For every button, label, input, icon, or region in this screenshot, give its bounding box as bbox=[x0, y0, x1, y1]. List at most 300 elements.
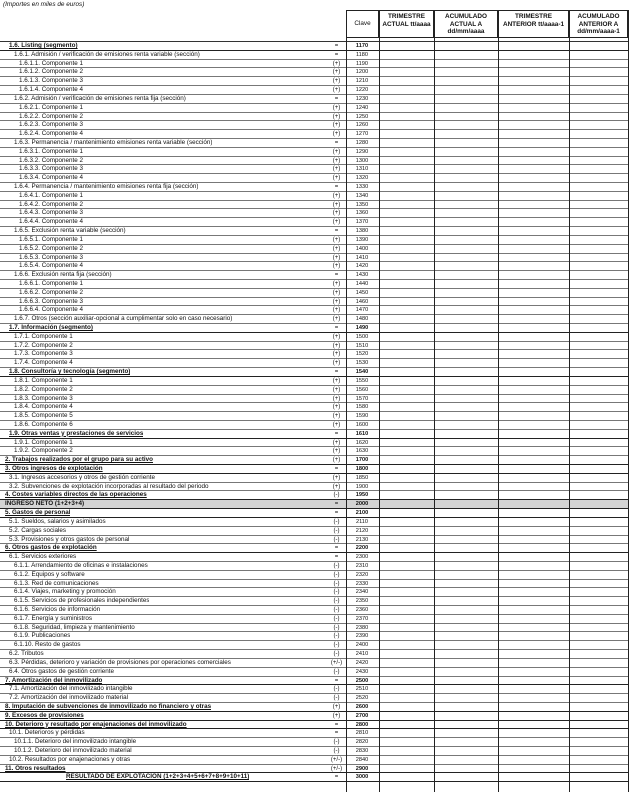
row-sign: (-) bbox=[333, 695, 340, 702]
row-sign: (+) bbox=[332, 148, 341, 155]
row-label: 1.6.2. Admisión / verificación de emisiones renta fija (sección) bbox=[14, 94, 186, 102]
row-label: 1.8.4. Componente 4 bbox=[14, 403, 73, 411]
row-code: 2200 bbox=[355, 545, 369, 552]
row-label: 1.6.1.3. Componente 3 bbox=[19, 77, 84, 85]
row-sign: = bbox=[334, 554, 339, 561]
table-row bbox=[0, 624, 629, 633]
row-label: 6.1.5. Servicios de profesionales independientes bbox=[14, 597, 150, 605]
row-code: 1260 bbox=[355, 122, 369, 129]
row-label: 1.8.5. Componente 5 bbox=[14, 412, 73, 420]
row-sign: (+) bbox=[332, 712, 341, 719]
row-code: 2700 bbox=[355, 712, 369, 719]
row-code: 1590 bbox=[355, 413, 369, 420]
row-label: 1.8.1. Componente 1 bbox=[14, 376, 73, 384]
row-sign: (+) bbox=[332, 175, 341, 182]
row-sign: (+) bbox=[332, 289, 341, 296]
row-label: 1.6.3.3. Componente 3 bbox=[19, 165, 84, 173]
row-code: 1440 bbox=[355, 280, 369, 287]
row-code: 2100 bbox=[355, 510, 369, 517]
row-code: 1340 bbox=[355, 192, 369, 199]
table-row bbox=[0, 694, 629, 703]
row-label: 1.6.3.4. Componente 4 bbox=[19, 174, 84, 182]
table-header bbox=[0, 10, 629, 38]
row-label: 6.1.7. Energía y suministros bbox=[14, 614, 93, 622]
table-row bbox=[0, 765, 629, 774]
table-row bbox=[0, 148, 629, 157]
column-divider bbox=[346, 10, 347, 792]
row-label: 1.6.4.2. Componente 2 bbox=[19, 200, 84, 208]
table-row bbox=[0, 104, 629, 113]
row-sign: = bbox=[334, 677, 339, 684]
table-row bbox=[0, 571, 629, 580]
row-label: 1.6.2.4. Componente 4 bbox=[19, 130, 84, 138]
row-sign: = bbox=[334, 184, 339, 190]
row-sign: (+) bbox=[332, 404, 341, 411]
row-sign: (+) bbox=[332, 457, 341, 464]
row-label: 6.1.10. Resto de gastos bbox=[14, 641, 81, 649]
row-label: 1.6.4.3. Componente 3 bbox=[19, 209, 84, 217]
row-sign: (+) bbox=[332, 351, 341, 358]
table-row bbox=[0, 562, 629, 571]
row-code: 1310 bbox=[355, 166, 369, 173]
row-code: 1380 bbox=[355, 228, 369, 235]
row-code: 1530 bbox=[355, 360, 369, 367]
row-label: 6.2. Tributos bbox=[9, 650, 44, 658]
table-row bbox=[0, 632, 629, 641]
row-sign: (-) bbox=[333, 748, 340, 754]
row-label: 1.8.2. Componente 2 bbox=[14, 385, 73, 393]
table-row bbox=[0, 536, 629, 545]
row-label: 5.2. Cargas sociales bbox=[9, 526, 67, 534]
row-code: 1700 bbox=[355, 457, 369, 464]
row-code: 1800 bbox=[355, 466, 369, 472]
row-code: 2810 bbox=[355, 730, 369, 737]
row-sign: (-) bbox=[333, 651, 340, 658]
row-sign: (-) bbox=[333, 536, 340, 543]
row-label: 6.1.4. Viajes, marketing y promoción bbox=[14, 588, 116, 596]
row-code: 1300 bbox=[355, 157, 369, 164]
row-label: 5. Gastos de personal bbox=[5, 509, 71, 517]
table-row bbox=[0, 738, 629, 747]
row-code: 1290 bbox=[355, 148, 369, 155]
row-code: 1210 bbox=[355, 78, 369, 85]
row-sign: (-) bbox=[333, 571, 340, 578]
row-label: 1.6.1.2. Componente 2 bbox=[19, 68, 84, 76]
table-row bbox=[0, 350, 629, 359]
row-code: 1490 bbox=[355, 325, 369, 331]
row-label: 1.6.2.1. Componente 1 bbox=[19, 103, 84, 111]
row-label: 10.2. Resultados por enajenaciones y otras bbox=[9, 755, 131, 763]
table-row bbox=[0, 271, 629, 280]
row-code: 2400 bbox=[355, 642, 369, 649]
row-sign: (+) bbox=[332, 703, 341, 710]
row-code: 2600 bbox=[355, 703, 369, 710]
row-sign: (-) bbox=[333, 580, 340, 587]
row-code: 1610 bbox=[355, 430, 369, 437]
row-code: 1420 bbox=[355, 263, 369, 270]
row-sign: (+) bbox=[332, 333, 341, 340]
row-label: 1.7.3. Componente 3 bbox=[14, 350, 73, 358]
row-sign: (+) bbox=[332, 69, 341, 76]
row-sign: (-) bbox=[333, 642, 340, 649]
table-row bbox=[0, 86, 629, 95]
header-trimestre-anterior: TRIMESTRE ANTERIOR tt/aaaa-1 bbox=[498, 10, 569, 38]
row-code: 2310 bbox=[355, 562, 369, 569]
row-label: 1.7. Información (segmento) bbox=[9, 324, 93, 331]
table-row bbox=[0, 668, 629, 677]
row-sign: (+) bbox=[332, 439, 341, 446]
row-sign: (+) bbox=[332, 298, 341, 305]
row-code: 2110 bbox=[355, 518, 369, 525]
row-label: 5.3. Provisiones y otros gastos de personal bbox=[9, 535, 130, 543]
row-code: 1360 bbox=[355, 210, 369, 217]
table-row bbox=[0, 359, 629, 368]
row-label: 6.3. Pérdidas, deterioro y variación de provisiones por operaciones comerciales bbox=[9, 658, 231, 666]
row-code: 1620 bbox=[355, 439, 369, 446]
row-code: 2130 bbox=[355, 536, 369, 543]
table-row bbox=[0, 685, 629, 694]
table-row bbox=[0, 527, 629, 536]
row-code: 1510 bbox=[355, 342, 369, 349]
row-code: 2330 bbox=[355, 580, 369, 587]
table-row bbox=[0, 641, 629, 650]
row-label: INGRESO NETO (1+2+3+4) bbox=[5, 500, 85, 508]
table-row bbox=[0, 262, 629, 271]
row-code: 2300 bbox=[355, 554, 369, 561]
row-sign: (+) bbox=[332, 342, 341, 349]
row-sign: (+) bbox=[332, 386, 341, 393]
table-row bbox=[0, 386, 629, 395]
row-label: 1.6.3. Permanencia / mantenimiento emisiones renta variable (sección) bbox=[14, 138, 213, 146]
row-sign: (+) bbox=[332, 474, 341, 481]
table-row bbox=[0, 324, 629, 333]
income-statement-table bbox=[0, 41, 629, 782]
table-row bbox=[0, 465, 629, 474]
column-divider bbox=[498, 10, 499, 792]
row-sign: (+) bbox=[332, 395, 341, 402]
row-label: 1.6.2.3. Componente 3 bbox=[19, 121, 84, 129]
row-code: 2420 bbox=[355, 659, 369, 666]
table-row bbox=[0, 113, 629, 122]
table-row bbox=[0, 615, 629, 624]
table-row bbox=[0, 368, 629, 377]
row-sign: (+) bbox=[332, 245, 341, 252]
row-label: 1.6.3.1. Componente 1 bbox=[19, 147, 84, 155]
header-acumulado-actual: ACUMULADO ACTUAL A dd/mm/aaaa bbox=[434, 10, 498, 38]
table-row bbox=[0, 403, 629, 412]
table-row bbox=[0, 509, 629, 518]
row-code: 2840 bbox=[355, 756, 369, 763]
row-sign: = bbox=[334, 228, 339, 235]
row-label: 11. Otros resultados bbox=[5, 764, 66, 772]
row-code: 1460 bbox=[355, 298, 369, 305]
row-label: 1.6.5.1. Componente 1 bbox=[19, 235, 84, 243]
row-code: 1580 bbox=[355, 404, 369, 411]
row-code: 1320 bbox=[355, 175, 369, 182]
row-sign: (+) bbox=[332, 316, 341, 323]
row-sign: (+) bbox=[332, 448, 341, 455]
row-label: 10. Deterioro y resultado por enajenaciones del inmovilizado bbox=[5, 720, 187, 728]
row-sign: = bbox=[334, 774, 339, 781]
table-row bbox=[0, 245, 629, 254]
table-row bbox=[0, 201, 629, 210]
row-code: 1230 bbox=[355, 95, 369, 102]
row-sign: (+) bbox=[332, 131, 341, 138]
table-row bbox=[0, 712, 629, 721]
row-label: 6.1.8. Seguridad, limpieza y mantenimiento bbox=[14, 623, 135, 631]
row-label: 1.8.3. Componente 3 bbox=[14, 394, 73, 402]
table-row bbox=[0, 377, 629, 386]
row-sign: (+) bbox=[332, 87, 341, 94]
row-label: 6.1.1. Arrendamiento de oficinas e instalaciones bbox=[14, 561, 148, 569]
table-row bbox=[0, 289, 629, 298]
row-label: 8. Imputación de subvenciones de inmovilizado no financiero y otras bbox=[5, 702, 212, 710]
table-row bbox=[0, 597, 629, 606]
table-row bbox=[0, 342, 629, 351]
table-row bbox=[0, 42, 629, 51]
table-row bbox=[0, 77, 629, 86]
table-row bbox=[0, 491, 629, 500]
table-row bbox=[0, 747, 629, 756]
row-sign: (-) bbox=[333, 598, 340, 605]
table-row bbox=[0, 439, 629, 448]
row-code: 1390 bbox=[355, 236, 369, 243]
table-row bbox=[0, 580, 629, 589]
row-sign: (+) bbox=[332, 113, 341, 120]
row-label: 2. Trabajos realizados por el grupo para su activo bbox=[5, 456, 154, 464]
row-sign: (-) bbox=[333, 615, 340, 622]
table-row bbox=[0, 703, 629, 712]
row-sign: (+) bbox=[332, 201, 341, 208]
table-row bbox=[0, 218, 629, 227]
row-label: 3. Otros ingresos de explotación bbox=[5, 465, 103, 472]
column-divider bbox=[569, 10, 570, 792]
row-sign: (-) bbox=[333, 562, 340, 569]
row-label: 6.1. Servicios exteriores bbox=[9, 553, 77, 561]
row-sign: (+/-) bbox=[330, 765, 343, 772]
row-code: 1240 bbox=[355, 104, 369, 111]
row-code: 2430 bbox=[355, 668, 369, 675]
row-code: 1430 bbox=[355, 272, 369, 279]
row-sign: = bbox=[334, 272, 339, 279]
row-sign: (+) bbox=[332, 421, 341, 428]
row-label: 1.6.6.2. Componente 2 bbox=[19, 288, 84, 296]
row-sign: = bbox=[334, 51, 339, 58]
table-row bbox=[0, 606, 629, 615]
row-code: 1190 bbox=[355, 60, 369, 67]
row-code: 2120 bbox=[355, 527, 369, 534]
row-code: 2370 bbox=[355, 615, 369, 622]
table-row bbox=[0, 209, 629, 218]
row-code: 1220 bbox=[355, 87, 369, 94]
row-sign: (-) bbox=[333, 589, 340, 596]
row-sign: (+) bbox=[332, 219, 341, 226]
row-label: 4. Costes variables directos de las operaciones bbox=[5, 491, 147, 499]
row-code: 1400 bbox=[355, 245, 369, 252]
row-label: 1.6.3.2. Componente 2 bbox=[19, 156, 84, 164]
row-sign: (-) bbox=[333, 686, 340, 693]
table-row bbox=[0, 456, 629, 465]
row-sign: (+) bbox=[332, 157, 341, 164]
table-row bbox=[0, 650, 629, 659]
row-label: 1.8.6. Componente 6 bbox=[14, 420, 73, 428]
row-code: 2000 bbox=[355, 501, 369, 508]
table-row bbox=[0, 333, 629, 342]
table-row bbox=[0, 192, 629, 201]
column-divider bbox=[379, 10, 380, 792]
row-code: 1350 bbox=[355, 201, 369, 208]
row-label: 6.1.6. Servicios de información bbox=[14, 606, 101, 613]
row-code: 1600 bbox=[355, 421, 369, 428]
header-acumulado-anterior: ACUMULADO ANTERIOR A dd/mm/aaaa-1 bbox=[569, 10, 628, 38]
row-label: 1.6.5.2. Componente 2 bbox=[19, 244, 84, 252]
table-row bbox=[0, 729, 629, 738]
row-label: 5.1. Sueldos, salarios y asimilados bbox=[9, 517, 106, 525]
row-sign: (+) bbox=[332, 263, 341, 270]
row-label: RESULTADO DE EXPLOTACIÓN (1+2+3+4+5+6+7+8+9+10+11) bbox=[66, 773, 250, 781]
row-sign: (+) bbox=[332, 60, 341, 67]
header-trimestre-actual: TRIMESTRE ACTUAL tt/aaaa bbox=[379, 10, 434, 38]
row-label: 1.8. Consultoría y tecnología (segmento) bbox=[9, 368, 131, 376]
row-sign: (+) bbox=[332, 280, 341, 287]
row-label: 1.6.2.2. Componente 2 bbox=[19, 112, 84, 120]
row-sign: (+/-) bbox=[330, 756, 343, 763]
row-sign: = bbox=[334, 721, 339, 728]
row-label: 1.7.1. Componente 1 bbox=[14, 332, 73, 340]
row-sign: = bbox=[334, 466, 339, 472]
row-code: 2500 bbox=[355, 677, 369, 684]
table-row bbox=[0, 121, 629, 130]
column-divider bbox=[434, 10, 435, 792]
row-code: 2900 bbox=[355, 765, 369, 772]
table-row bbox=[0, 518, 629, 527]
row-label: 1.6.1.1. Componente 1 bbox=[19, 59, 84, 67]
row-code: 1900 bbox=[355, 483, 369, 490]
row-code: 1180 bbox=[355, 51, 369, 58]
row-code: 2510 bbox=[355, 686, 369, 693]
row-code: 1370 bbox=[355, 219, 369, 226]
table-row bbox=[0, 157, 629, 166]
table-row bbox=[0, 236, 629, 245]
row-code: 1570 bbox=[355, 395, 369, 402]
row-label: 3.1. Ingresos accesorios y otros de gestión corriente bbox=[9, 473, 155, 481]
table-row bbox=[0, 51, 629, 60]
row-sign: (-) bbox=[333, 518, 340, 525]
row-label: 10.1.2. Deterioro del inmovilizado material bbox=[14, 747, 132, 754]
row-code: 1470 bbox=[355, 307, 369, 314]
row-label: 10.1. Deterioros y pérdidas bbox=[9, 729, 85, 737]
row-sign: = bbox=[334, 369, 339, 376]
row-code: 1560 bbox=[355, 386, 369, 393]
table-row bbox=[0, 95, 629, 104]
table-row bbox=[0, 659, 629, 668]
row-label: 1.9.2. Componente 2 bbox=[14, 447, 73, 455]
row-code: 1250 bbox=[355, 113, 369, 120]
row-sign: (+) bbox=[332, 254, 341, 261]
row-label: 1.7.4. Componente 4 bbox=[14, 359, 73, 367]
table-row bbox=[0, 756, 629, 765]
row-label: 1.6.6.3. Componente 3 bbox=[19, 297, 84, 305]
row-label: 7.1. Amortización del inmovilizado intangible bbox=[9, 685, 133, 693]
table-row bbox=[0, 474, 629, 483]
table-row bbox=[0, 183, 629, 192]
row-sign: (+/-) bbox=[330, 659, 343, 666]
row-label: 1.7.2. Componente 2 bbox=[14, 341, 73, 349]
row-sign: (-) bbox=[333, 668, 340, 675]
table-row bbox=[0, 165, 629, 174]
row-sign: = bbox=[334, 545, 339, 552]
row-code: 1450 bbox=[355, 289, 369, 296]
row-code: 2820 bbox=[355, 739, 369, 746]
table-row bbox=[0, 553, 629, 562]
row-code: 1410 bbox=[355, 254, 369, 261]
row-label: 6.1.9. Publicaciones bbox=[14, 632, 71, 640]
table-row bbox=[0, 773, 629, 782]
header-clave: Clave bbox=[346, 10, 379, 38]
row-sign: (+) bbox=[332, 166, 341, 173]
table-row bbox=[0, 254, 629, 263]
row-label: 1.6. Listing (segmento) bbox=[9, 42, 78, 49]
row-label: 1.6.6.1. Componente 1 bbox=[19, 279, 84, 287]
row-code: 1170 bbox=[355, 43, 369, 49]
table-row bbox=[0, 130, 629, 139]
table-row bbox=[0, 68, 629, 77]
row-sign: (+) bbox=[332, 483, 341, 490]
row-sign: (-) bbox=[333, 607, 340, 613]
row-sign: = bbox=[334, 430, 339, 437]
table-row bbox=[0, 447, 629, 456]
row-label: 1.6.5.3. Componente 3 bbox=[19, 253, 84, 261]
row-sign: (-) bbox=[333, 624, 340, 631]
row-code: 1850 bbox=[355, 474, 369, 481]
row-label: 1.6.1.4. Componente 4 bbox=[19, 86, 84, 94]
row-label: 1.9.1. Componente 1 bbox=[14, 438, 73, 446]
row-code: 2350 bbox=[355, 598, 369, 605]
row-sign: (+) bbox=[332, 236, 341, 243]
row-sign: = bbox=[334, 510, 339, 517]
row-sign: (+) bbox=[332, 192, 341, 199]
table-row bbox=[0, 139, 629, 148]
row-code: 2380 bbox=[355, 624, 369, 631]
row-code: 1630 bbox=[355, 448, 369, 455]
row-sign: (-) bbox=[333, 633, 340, 640]
row-label: 10.1.1. Deterioro del inmovilizado intangible bbox=[14, 738, 137, 746]
row-code: 2360 bbox=[355, 607, 369, 613]
row-label: 6.1.2. Equipos y software bbox=[14, 570, 85, 578]
row-code: 1950 bbox=[355, 492, 369, 499]
row-label: 6. Otros gastos de explotación bbox=[5, 544, 97, 552]
row-code: 1270 bbox=[355, 131, 369, 138]
row-sign: = bbox=[334, 730, 339, 737]
table-row bbox=[0, 721, 629, 730]
row-code: 1550 bbox=[355, 377, 369, 384]
row-sign: (-) bbox=[333, 492, 340, 499]
row-code: 2340 bbox=[355, 589, 369, 596]
row-sign: (+) bbox=[332, 104, 341, 111]
row-code: 1520 bbox=[355, 351, 369, 358]
row-code: 2390 bbox=[355, 633, 369, 640]
row-label: 1.6.4.4. Componente 4 bbox=[19, 218, 84, 226]
row-label: 1.6.7. Otros (sección auxiliar-opcional a cumplimentar solo en caso necesario) bbox=[14, 315, 233, 323]
row-sign: (+) bbox=[332, 78, 341, 85]
row-sign: (+) bbox=[332, 377, 341, 384]
table-row bbox=[0, 174, 629, 183]
row-code: 1280 bbox=[355, 139, 369, 146]
row-code: 1200 bbox=[355, 69, 369, 76]
row-code: 1500 bbox=[355, 333, 369, 340]
row-sign: = bbox=[334, 501, 339, 508]
row-sign: = bbox=[334, 95, 339, 102]
